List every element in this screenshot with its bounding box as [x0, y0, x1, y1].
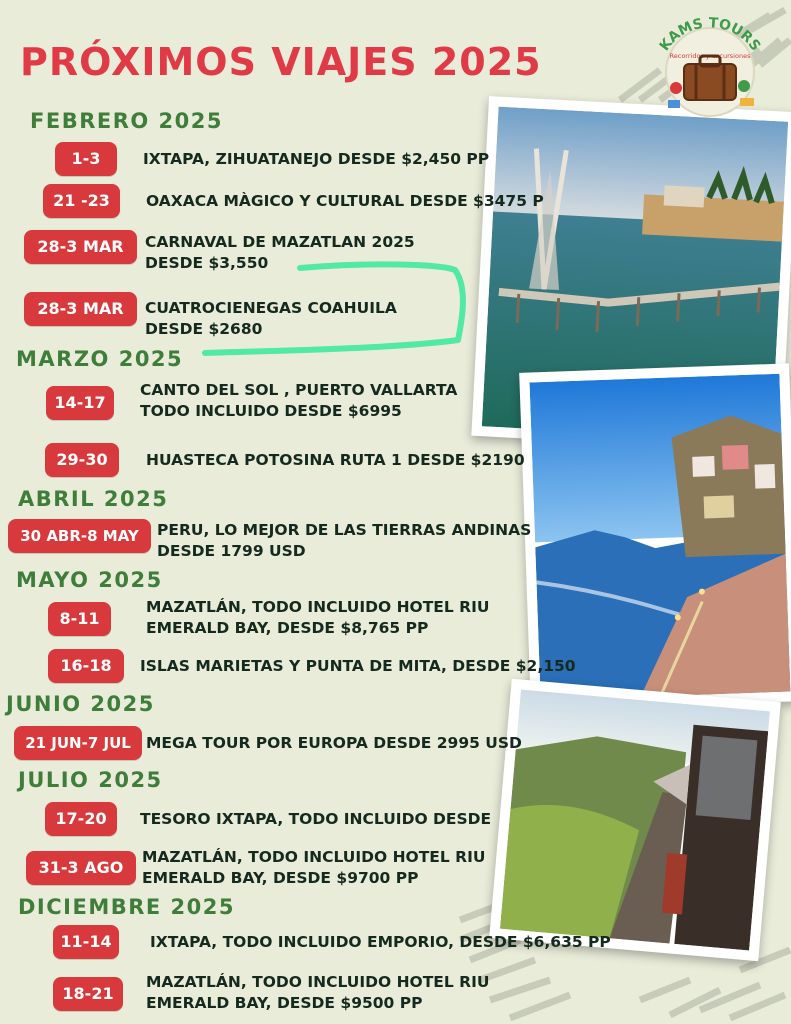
trip-description: [142, 847, 485, 889]
trip-date-badge: 28-3 MAR: [24, 292, 137, 326]
trip-date-badge: 28-3 MAR: [24, 230, 137, 264]
trip-description: [143, 149, 489, 170]
trip-description: [140, 809, 491, 830]
trip-line-1: CARNAVAL DE MAZATLAN 2025: [145, 233, 415, 251]
trip-line-2: EMERALD BAY, DESDE $9700 PP: [142, 869, 419, 887]
trip-date-badge: 16-18: [48, 649, 124, 683]
trip-line-1: MEGA TOUR POR EUROPA DESDE 2995 USD: [146, 734, 522, 752]
trip-line-1: TESORO IXTAPA, TODO INCLUIDO DESDE: [140, 810, 492, 828]
trip-line-1: IXTAPA, TODO INCLUIDO EMPORIO, DESDE $6,635 PP: [150, 933, 611, 951]
trip-date-badge: 21 JUN-7 JUL: [14, 726, 142, 760]
trip-line-1: MAZATLÁN, TODO INCLUIDO HOTEL RIU: [146, 598, 490, 616]
trip-date-badge: 29-30: [45, 443, 119, 477]
trip-line-1: MAZATLÁN, TODO INCLUIDO HOTEL RIU: [142, 848, 486, 866]
photo-train: [489, 679, 781, 962]
trip-date-badge: 8-11: [48, 602, 111, 636]
month-heading-diciembre: DICIEMBRE 2025: [18, 895, 235, 919]
trip-line-2: DESDE 1799 USD: [157, 542, 306, 560]
trip-line-2: EMERALD BAY, DESDE $8,765 PP: [146, 619, 429, 637]
trip-date-badge: 11-14: [53, 925, 119, 959]
month-heading-abril: ABRIL 2025: [18, 487, 169, 511]
trip-date-badge: 30 ABR-8 MAY: [8, 519, 151, 553]
trip-date-badge: 14-17: [46, 386, 114, 420]
trip-description: [150, 932, 611, 953]
page-title: PRÓXIMOS VIAJES 2025: [20, 40, 542, 84]
trip-line-1: OAXACA MÀGICO Y CULTURAL DESDE $3475 P: [146, 192, 544, 210]
trip-description: [146, 450, 525, 471]
trip-description: [157, 520, 531, 562]
trip-description: [140, 380, 457, 422]
kams-tours-logo: [640, 12, 780, 122]
logo-tagline-text: Recorridos y excursiones: [669, 52, 751, 60]
trip-description: [146, 597, 489, 639]
highlight-marker-stroke: [200, 258, 470, 368]
trip-description: [146, 972, 489, 1014]
trip-date-badge: 31-3 AGO: [26, 851, 136, 885]
trip-line-2: DESDE $3,550: [145, 254, 269, 272]
trip-date-badge: 17-20: [45, 802, 117, 836]
trip-date-badge: 21 -23: [43, 184, 120, 218]
trip-line-1: ISLAS MARIETAS Y PUNTA DE MITA, DESDE $2,150: [140, 657, 576, 675]
trip-line-1: HUASTECA POTOSINA RUTA 1 DESDE $2190: [146, 451, 525, 469]
month-heading-marzo: MARZO 2025: [16, 347, 184, 371]
trip-description: [146, 733, 522, 754]
trip-line-1: MAZATLÁN, TODO INCLUIDO HOTEL RIU: [146, 973, 490, 991]
trip-date-badge: 18-21: [53, 977, 123, 1011]
month-heading-mayo: MAYO 2025: [16, 568, 163, 592]
month-heading-julio: JULIO 2025: [18, 768, 163, 792]
trip-line-1: CUATROCIENEGAS COAHUILA: [145, 299, 397, 317]
trip-line-1: CANTO DEL SOL , PUERTO VALLARTA: [140, 381, 458, 399]
logo-brand-text: KAMS TOURS: [656, 15, 764, 55]
trip-line-2: DESDE $2680: [145, 320, 263, 338]
trip-line-1: IXTAPA, ZIHUATANEJO DESDE $2,450 PP: [143, 150, 490, 168]
month-heading-febrero: FEBRERO 2025: [30, 109, 223, 133]
trip-line-2: EMERALD BAY, DESDE $9500 PP: [146, 994, 423, 1012]
month-heading-junio: JUNIO 2025: [6, 692, 155, 716]
trip-line-2: TODO INCLUIDO DESDE $6995: [140, 402, 402, 420]
trip-date-badge: 1-3: [55, 142, 117, 176]
trip-description: [140, 656, 576, 677]
trip-line-1: PERU, LO MEJOR DE LAS TIERRAS ANDINAS: [157, 521, 532, 539]
trip-description: [146, 191, 544, 212]
